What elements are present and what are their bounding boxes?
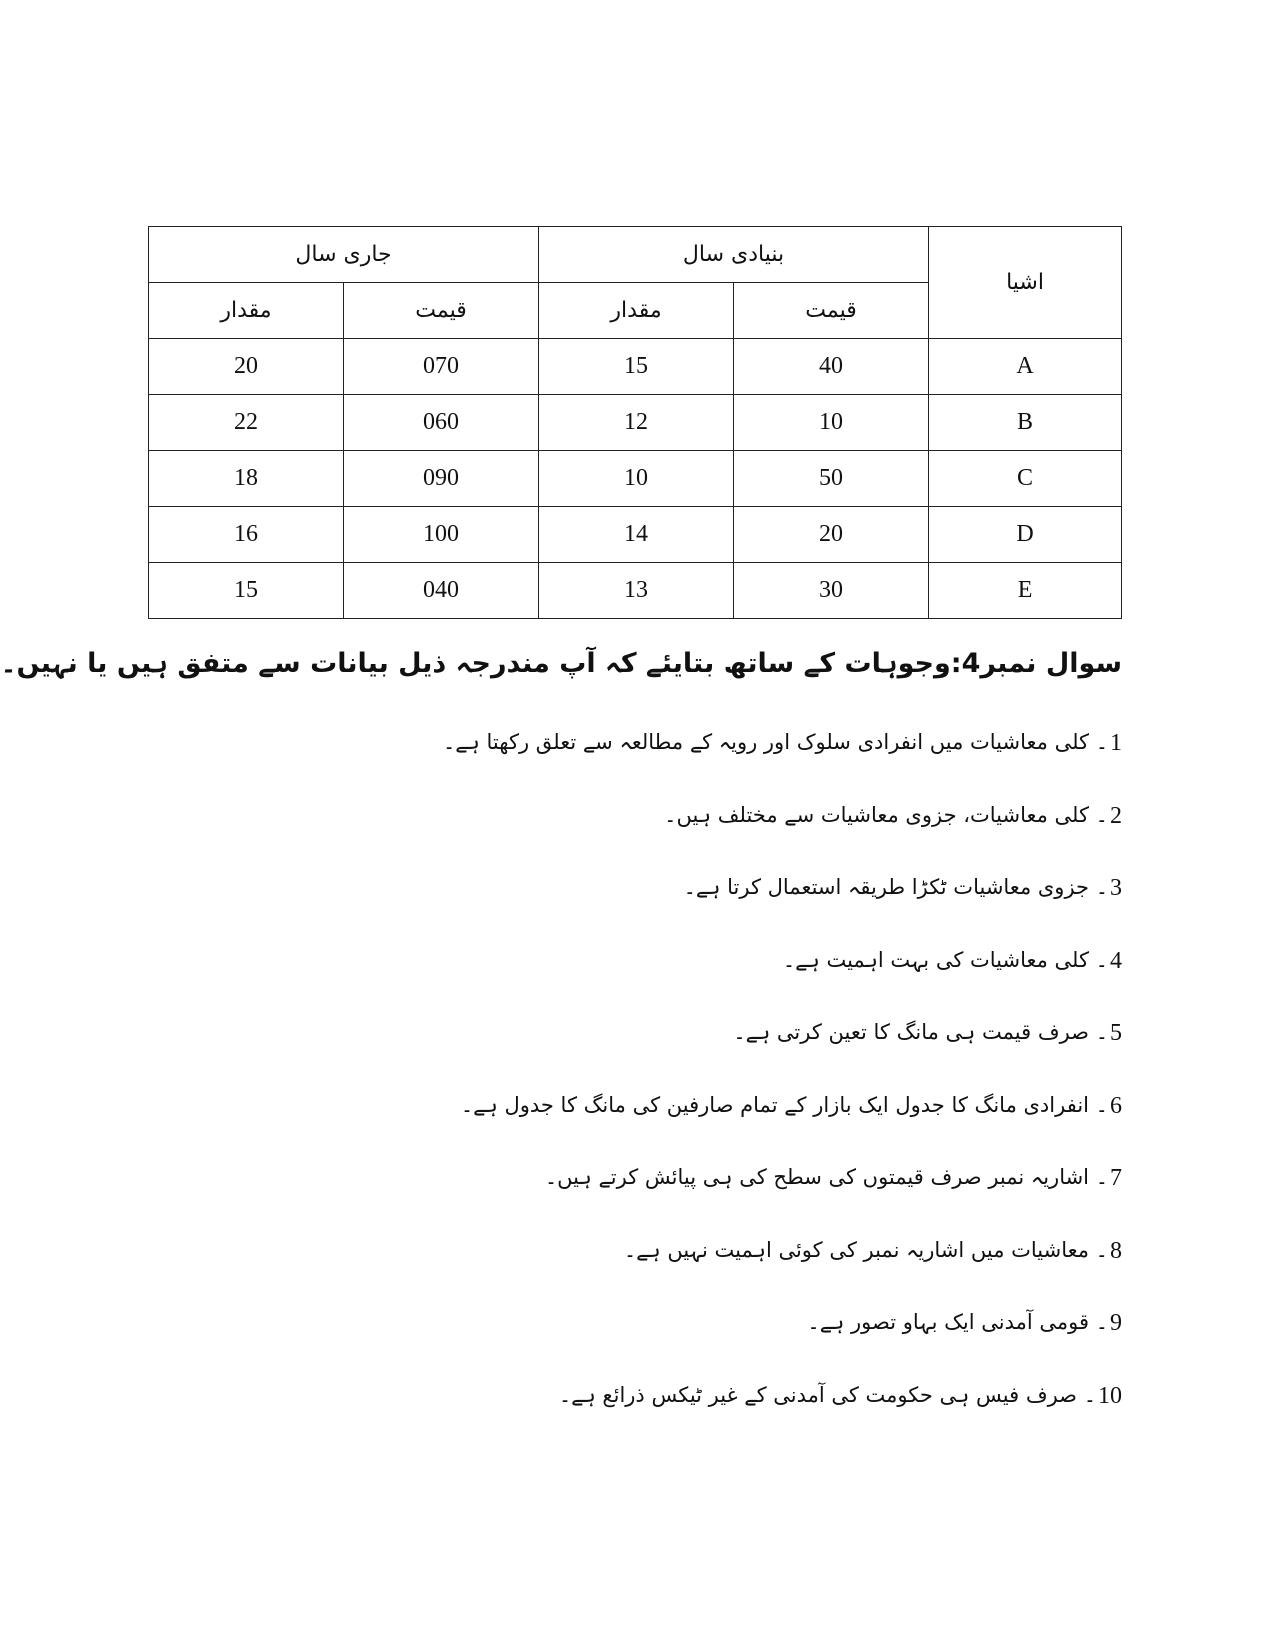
cell-base-quantity: 15 (539, 339, 734, 395)
cell-current-quantity: 18 (149, 451, 344, 507)
statement-list (122, 730, 1122, 1455)
statement-text: ۔ کلی معاشیات، جزوی معاشیات سے مختلف ہیں۔ (664, 802, 1108, 827)
cell-base-price: 20 (734, 507, 929, 563)
list-item (122, 1383, 1122, 1456)
cell-base-quantity: 12 (539, 395, 734, 451)
table-row (149, 451, 1122, 507)
list-item (122, 1093, 1122, 1166)
cell-base-price: 40 (734, 339, 929, 395)
statement-text: ۔ قومی آمدنی ایک بہاو تصور ہے۔ (807, 1310, 1108, 1334)
statement-number: 9 (1110, 1310, 1122, 1336)
table-header-row-1 (149, 227, 1122, 283)
statement-number: 2 (1110, 802, 1122, 829)
cell-current-quantity: 15 (149, 563, 344, 619)
list-item (122, 948, 1122, 1021)
statement-number: 7 (1110, 1165, 1122, 1191)
statement-number: 3 (1110, 875, 1122, 901)
cell-base-quantity: 13 (539, 563, 734, 619)
cell-current-price: 040 (344, 563, 539, 619)
statement-text: ۔ معاشیات میں اشاریہ نمبر کی کوئی اہمیت نہیں ہے۔ (623, 1237, 1108, 1262)
cell-item: E (929, 563, 1122, 619)
cell-current-quantity: 16 (149, 507, 344, 563)
list-item (122, 730, 1122, 803)
cell-item: A (929, 339, 1122, 395)
table-row (149, 507, 1122, 563)
list-item (122, 1238, 1122, 1311)
statement-number: 1 (1110, 730, 1122, 756)
question-heading: سوال نمبر4:وجوہات کے ساتھ بتایئے کہ آپ مندرجہ ذیل بیانات سے متفق ہیں یا نہیں۔ (0, 648, 1122, 679)
cell-current-quantity: 20 (149, 339, 344, 395)
cell-current-price: 060 (344, 395, 539, 451)
list-item (122, 803, 1122, 876)
statement-text: ۔ انفرادی مانگ کا جدول ایک بازار کے تمام صارفین کی مانگ کا جدول ہے۔ (460, 1092, 1108, 1117)
table-row (149, 339, 1122, 395)
table-row (149, 563, 1122, 619)
header-base-quantity: مقدار (539, 283, 734, 339)
list-item (122, 875, 1122, 948)
cell-current-price: 070 (344, 339, 539, 395)
list-item (122, 1165, 1122, 1238)
statement-text: ۔ اشاریہ نمبر صرف قیمتوں کی سطح کی ہی پیائش کرتے ہیں۔ (544, 1165, 1108, 1189)
cell-base-price: 10 (734, 395, 929, 451)
header-current-year: جاری سال (149, 227, 539, 283)
header-base-year: بنیادی سال (539, 227, 929, 283)
statement-text: ۔ کلی معاشیات میں انفرادی سلوک اور رویہ کے مطالعہ سے تعلق رکھتا ہے۔ (442, 730, 1108, 754)
cell-item: C (929, 451, 1122, 507)
cell-current-price: 090 (344, 451, 539, 507)
statement-number: 4 (1110, 947, 1122, 974)
cell-current-price: 100 (344, 507, 539, 563)
header-current-quantity: مقدار (149, 283, 344, 339)
header-base-price: قیمت (734, 283, 929, 339)
price-quantity-table (148, 226, 1122, 619)
statement-text: ۔ جزوی معاشیات ٹکڑا طریقہ استعمال کرتا ہے۔ (683, 875, 1108, 899)
cell-base-quantity: 10 (539, 451, 734, 507)
header-items: اشیا (929, 227, 1122, 339)
cell-item: B (929, 395, 1122, 451)
statement-number: 10 (1098, 1382, 1122, 1409)
statement-number: 8 (1110, 1237, 1122, 1264)
statement-number: 5 (1110, 1020, 1122, 1046)
list-item (122, 1310, 1122, 1383)
list-item (122, 1020, 1122, 1093)
cell-base-price: 50 (734, 451, 929, 507)
cell-base-price: 30 (734, 563, 929, 619)
header-current-price: قیمت (344, 283, 539, 339)
statement-text: ۔ صرف قیمت ہی مانگ کا تعین کرتی ہے۔ (733, 1020, 1108, 1044)
statement-text: ۔ کلی معاشیات کی بہت اہمیت ہے۔ (782, 947, 1108, 972)
cell-item: D (929, 507, 1122, 563)
cell-base-quantity: 14 (539, 507, 734, 563)
cell-current-quantity: 22 (149, 395, 344, 451)
table-row (149, 395, 1122, 451)
statement-number: 6 (1110, 1092, 1122, 1119)
statement-text: ۔ صرف فیس ہی حکومت کی آمدنی کے غیر ٹیکس ذرائع ہے۔ (558, 1382, 1096, 1407)
